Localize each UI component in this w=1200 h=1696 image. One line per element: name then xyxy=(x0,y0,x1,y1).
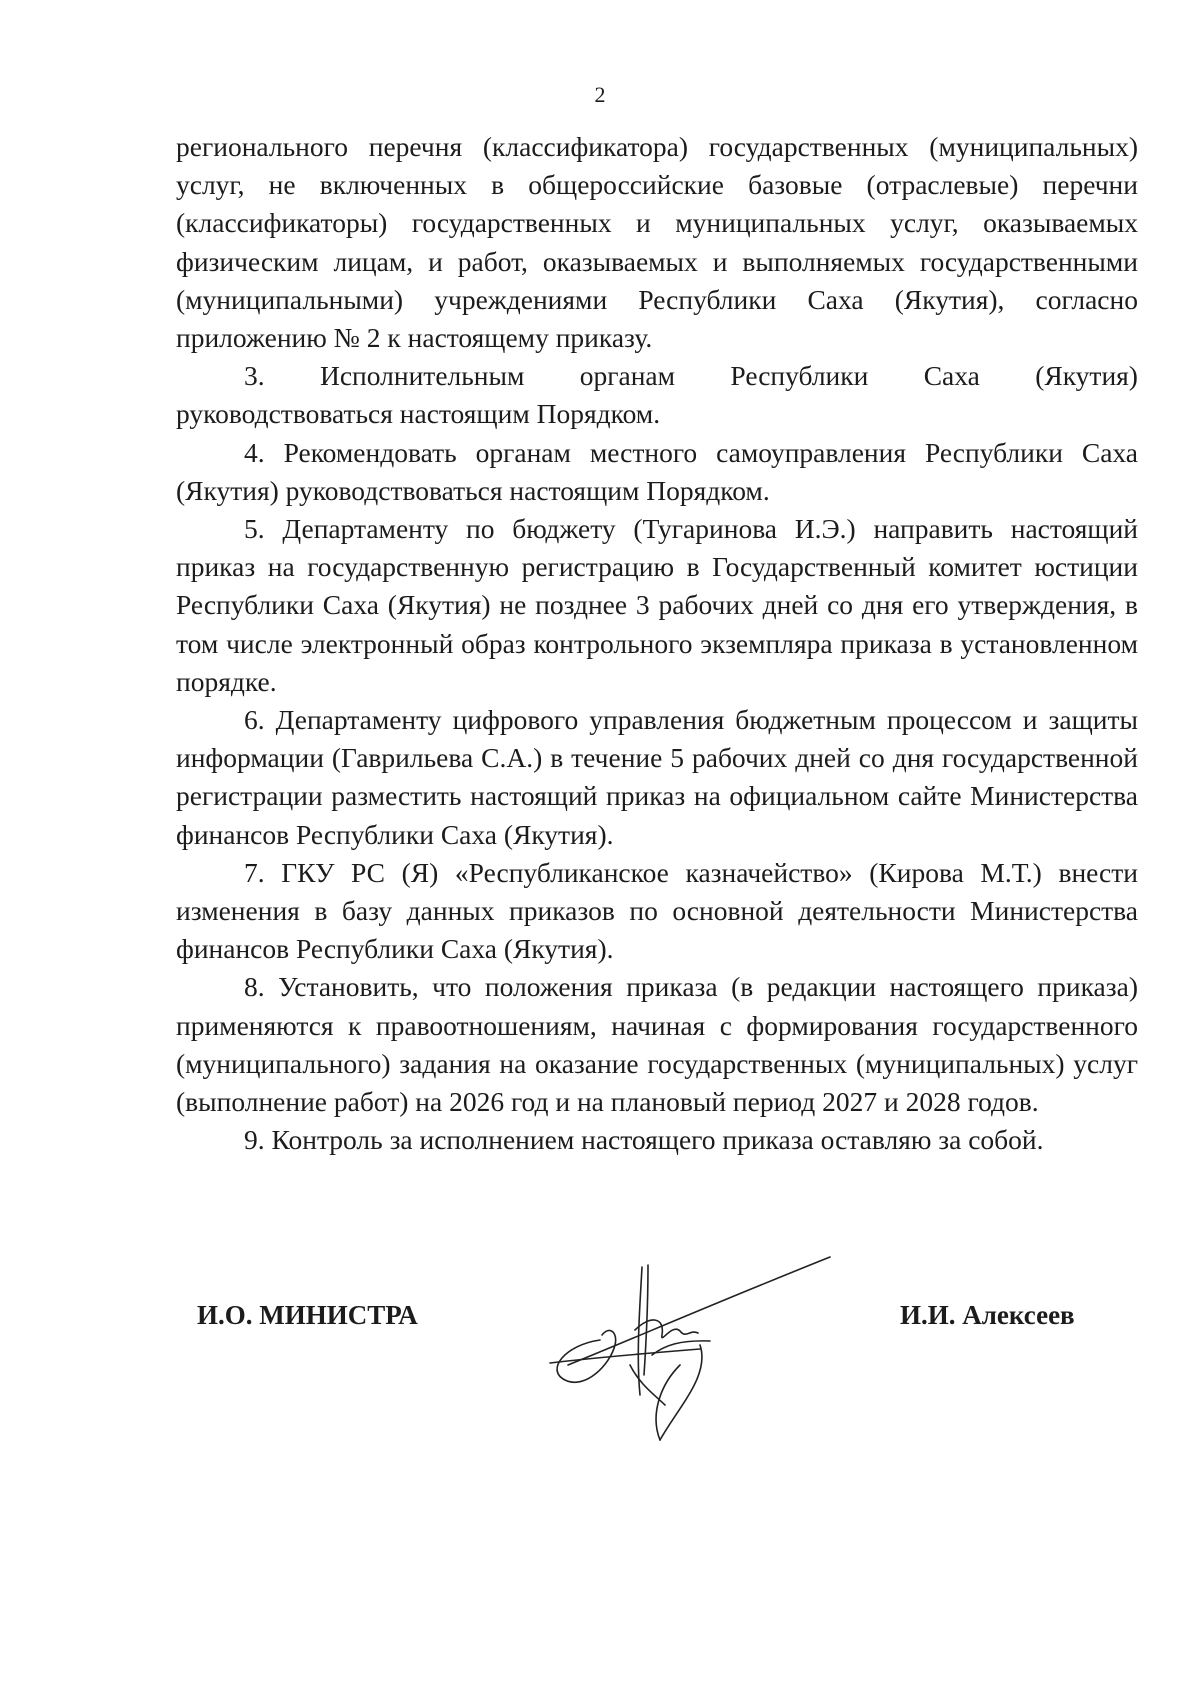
page-number: 2 xyxy=(594,82,606,107)
signatory-title: И.О. МИНИСТРА xyxy=(197,1300,418,1330)
item-3-word: 3. xyxy=(244,360,265,392)
paragraph-item-7: 7. ГКУ РС (Я) «Республиканское казначейство» (Кирова М.Т.) внести изменения в базу данных приказов по основной деятельности Министерства финансов Республики Саха (Якутия). xyxy=(176,856,1138,965)
paragraph-item-4: 4. Рекомендовать органам местного самоуправления Республики Саха (Якутия) руководствоваться настоящим Порядком. xyxy=(176,436,1138,506)
paragraph-item-5: 5. Департаменту по бюджету (Тугаринова И.Э.) направить настоящий приказ на государственную регистрацию в Государственный комитет юстиции Республики Саха (Якутия) не позднее 3 рабочих дней со дня его утверждения, в том числе электронный образ контрольного экземпляра приказа в установленном порядке. xyxy=(176,513,1138,697)
paragraph-continuation: регионального перечня (классификатора) государственных (муниципальных) услуг, не включенных в общероссийские базовые (отраслевые) перечни (классификаторы) государственных и муниципальных услуг, оказываемых физическим лицам, и работ, оказываемых и выполняемых государственными (муниципальными) учреждениями Республики Саха (Якутия), согласно приложению № 2 к настоящему приказу. xyxy=(176,131,1138,354)
item-3-word: органам xyxy=(579,360,676,392)
item-3-word: (Якутия) xyxy=(1035,360,1138,392)
item-3-word: Республики xyxy=(730,360,869,392)
paragraph-item-6: 6. Департаменту цифрового управления бюджетным процессом и защиты информации (Гаврильева С.А.) в течение 5 рабочих дней со дня государственной регистрации разместить настоящий приказ на официальном сайте Министерства финансов Республики Саха (Якутия). xyxy=(176,704,1138,850)
item-3-word: Саха xyxy=(923,360,980,392)
paragraph-item-3-line-2: руководствоваться настоящим Порядком. xyxy=(176,398,661,430)
document-body xyxy=(176,128,1138,1159)
paragraph-item-3-line-1 xyxy=(176,357,1138,395)
paragraph-item-9: 9. Контроль за исполнением настоящего приказа оставляю за собой. xyxy=(244,1124,1044,1156)
handwritten-signature xyxy=(540,1245,840,1445)
signatory-name: И.И. Алексеев xyxy=(900,1300,1075,1330)
item-3-word: Исполнительным xyxy=(319,360,525,392)
paragraph-item-8: 8. Установить, что положения приказа (в редакции настоящего приказа) применяются к правоотношениям, начиная с формирования государственного (муниципального) задания на оказание государственных (муниципальных) услуг (выполнение работ) на 2026 год и на плановый период 2027 и 2028 годов. xyxy=(176,971,1138,1118)
